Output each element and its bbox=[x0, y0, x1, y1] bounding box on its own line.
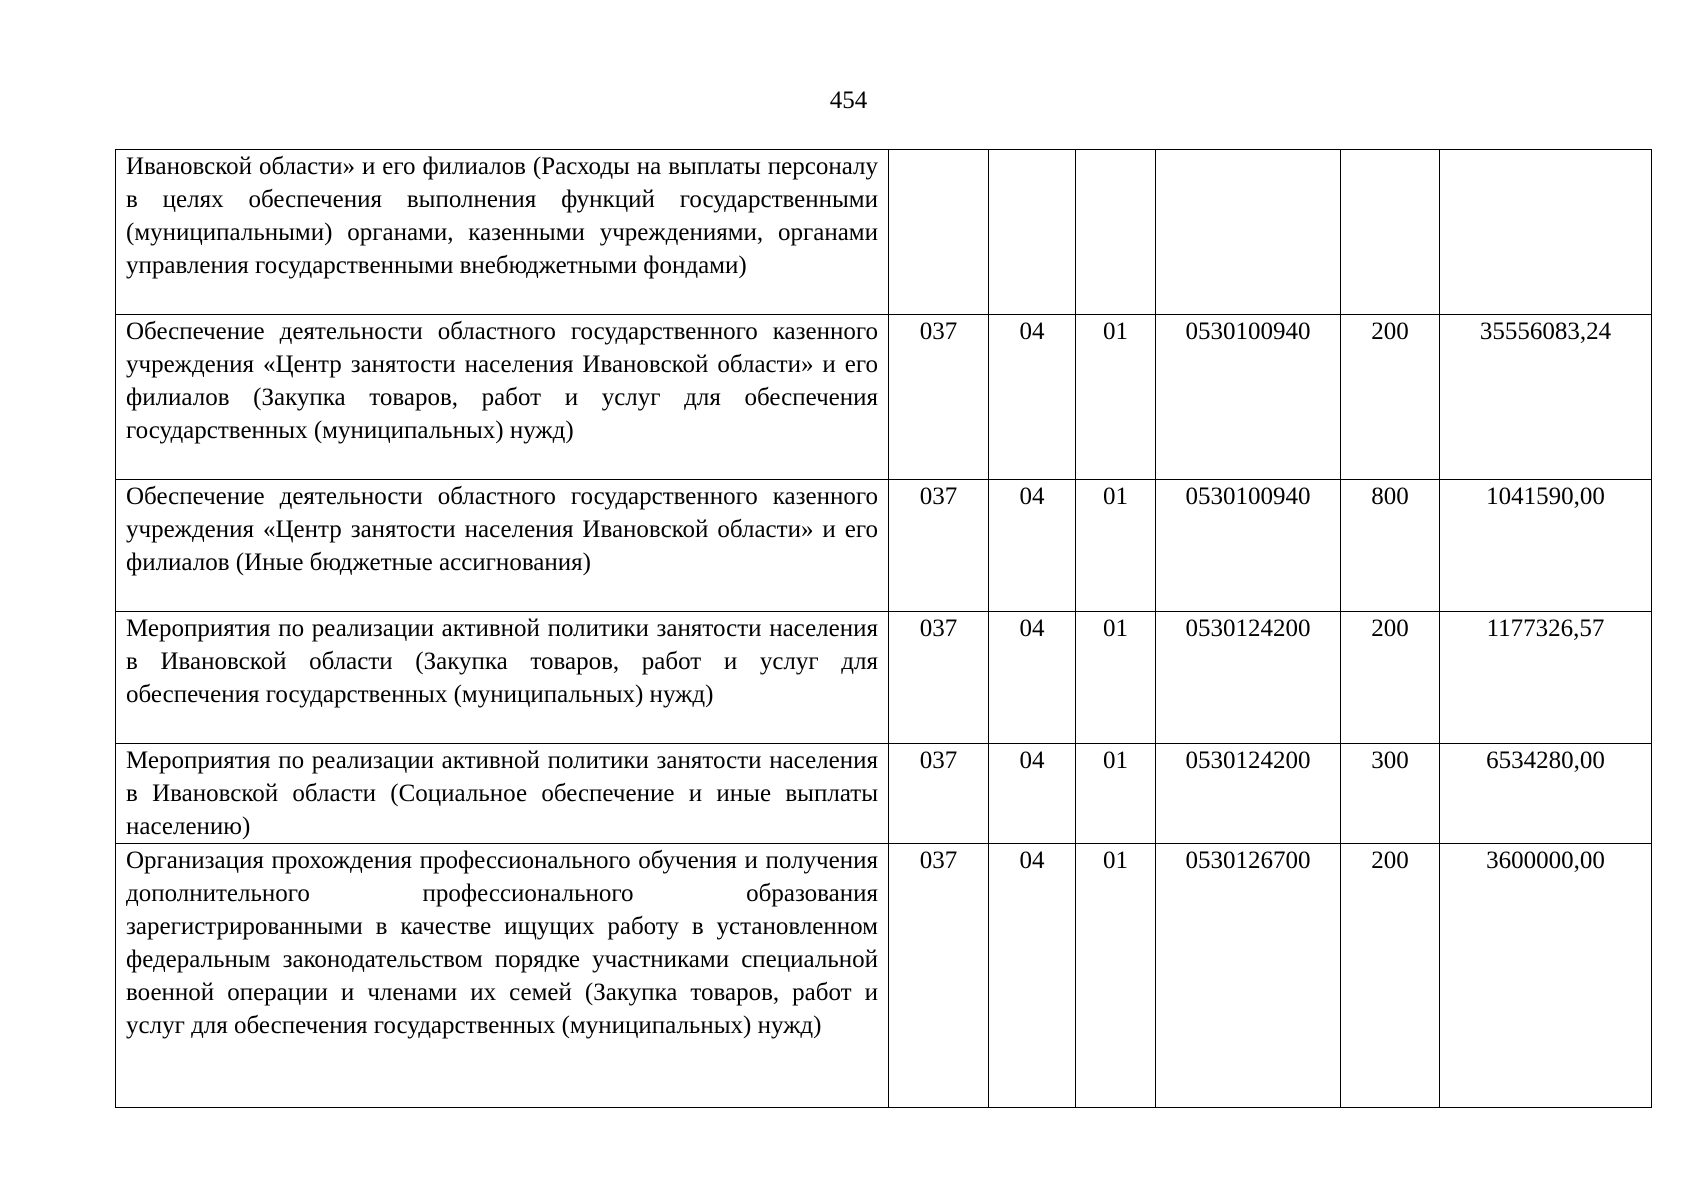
cell-expense-type: 800 bbox=[1341, 480, 1440, 612]
cell-ministry-code: 037 bbox=[889, 612, 989, 744]
cell-subsection-code: 01 bbox=[1076, 844, 1156, 1108]
cell-target-article bbox=[1156, 150, 1341, 315]
cell-section-code: 04 bbox=[989, 744, 1076, 844]
row-description: Ивановской области» и его филиалов (Расходы на выплаты персоналу в целях обеспечения выполнения функций государственными (муниципальными) органами, казенными учреждениями, органами управления государственными внебюджетными фондами) bbox=[116, 150, 889, 315]
cell-section-code: 04 bbox=[989, 480, 1076, 612]
cell-expense-type bbox=[1341, 150, 1440, 315]
table-row bbox=[116, 150, 1652, 315]
cell-amount bbox=[1440, 150, 1652, 315]
cell-target-article: 0530124200 bbox=[1156, 612, 1341, 744]
cell-subsection-code: 01 bbox=[1076, 612, 1156, 744]
cell-ministry-code: 037 bbox=[889, 844, 989, 1108]
cell-expense-type: 200 bbox=[1341, 315, 1440, 480]
page-number: 454 bbox=[829, 87, 868, 114]
table-row bbox=[116, 612, 1652, 744]
row-description: Мероприятия по реализации активной политики занятости населения в Ивановской области (Социальное обеспечение и иные выплаты населению) bbox=[116, 744, 889, 844]
cell-amount: 1041590,00 bbox=[1440, 480, 1652, 612]
cell-subsection-code: 01 bbox=[1076, 315, 1156, 480]
cell-target-article: 0530126700 bbox=[1156, 844, 1341, 1108]
cell-expense-type: 200 bbox=[1341, 612, 1440, 744]
cell-target-article: 0530100940 bbox=[1156, 315, 1341, 480]
cell-section-code bbox=[989, 150, 1076, 315]
row-description: Обеспечение деятельности областного государственного казенного учреждения «Центр занятости населения Ивановской области» и его филиалов (Закупка товаров, работ и услуг для обеспечения государственных (муниципальных) нужд) bbox=[116, 315, 889, 480]
table-row bbox=[116, 844, 1652, 1108]
cell-amount: 35556083,24 bbox=[1440, 315, 1652, 480]
cell-amount: 1177326,57 bbox=[1440, 612, 1652, 744]
cell-subsection-code bbox=[1076, 150, 1156, 315]
cell-subsection-code: 01 bbox=[1076, 744, 1156, 844]
cell-target-article: 0530100940 bbox=[1156, 480, 1341, 612]
table-row bbox=[116, 315, 1652, 480]
cell-subsection-code: 01 bbox=[1076, 480, 1156, 612]
table-row bbox=[116, 480, 1652, 612]
cell-section-code: 04 bbox=[989, 612, 1076, 744]
cell-ministry-code: 037 bbox=[889, 480, 989, 612]
row-description: Организация прохождения профессионального обучения и получения дополнительного профессионального образования зарегистрированными в качестве ищущих работу в установленном федеральным законодательством порядке участниками специальной военной операции и членами их семей (Закупка товаров, работ и услуг для обеспечения государственных (муниципальных) нужд) bbox=[116, 844, 889, 1108]
cell-section-code: 04 bbox=[989, 844, 1076, 1108]
cell-ministry-code bbox=[889, 150, 989, 315]
cell-target-article: 0530124200 bbox=[1156, 744, 1341, 844]
budget-table bbox=[115, 149, 1652, 1108]
cell-expense-type: 300 bbox=[1341, 744, 1440, 844]
cell-ministry-code: 037 bbox=[889, 315, 989, 480]
cell-expense-type: 200 bbox=[1341, 844, 1440, 1108]
cell-amount: 6534280,00 bbox=[1440, 744, 1652, 844]
table-row bbox=[116, 744, 1652, 844]
cell-amount: 3600000,00 bbox=[1440, 844, 1652, 1108]
cell-ministry-code: 037 bbox=[889, 744, 989, 844]
row-description: Мероприятия по реализации активной политики занятости населения в Ивановской области (Закупка товаров, работ и услуг для обеспечения государственных (муниципальных) нужд) bbox=[116, 612, 889, 744]
cell-section-code: 04 bbox=[989, 315, 1076, 480]
row-description: Обеспечение деятельности областного государственного казенного учреждения «Центр занятости населения Ивановской области» и его филиалов (Иные бюджетные ассигнования) bbox=[116, 480, 889, 612]
